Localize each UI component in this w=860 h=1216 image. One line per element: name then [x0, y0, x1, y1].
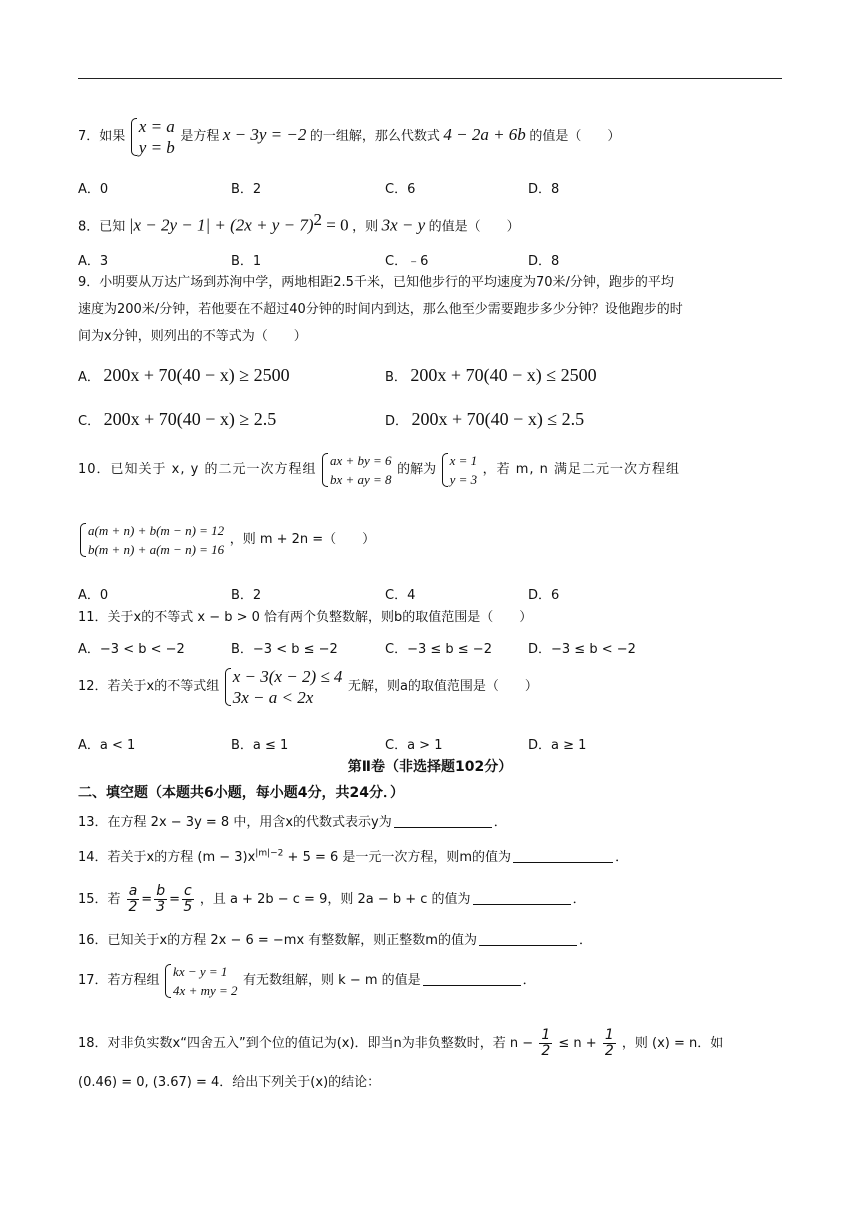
- q7-option-c: C．6: [385, 182, 416, 197]
- answer-blank[interactable]: [479, 931, 577, 946]
- question-17: 17．若方程组 kx − y = 1 4x + my = 2 有无数组解，则 k − m 的值是 ．: [78, 964, 536, 998]
- q9-stem-line-2: 速度为200米/分钟，若他要在不超过40分钟的时间内到达，那么他至少需要跑步多少分钟？设他跑步的时: [78, 302, 683, 317]
- answer-blank[interactable]: [513, 848, 613, 863]
- q10-option-a: A．0: [78, 588, 109, 603]
- question-18-line-2: (0.46) = 0, (3.67) = 4．给出下列关于(x)的结论：: [78, 1075, 381, 1090]
- question-14: 14．若关于x的方程 $(m - 3)x^{|m|-2} + 5 = 6$ 是一元一次方程，则m的值为 ．: [78, 848, 629, 865]
- q8-option-b: B．1: [231, 254, 262, 269]
- q10-system-2: x = 1 y = 3: [442, 451, 478, 489]
- section-2-title: 第Ⅱ卷（非选择题102分）: [347, 759, 513, 775]
- q8-option-d: D．8: [528, 254, 560, 269]
- question-7: 7．如果 x = a y = b 是方程 x − 3y = −2 的一组解，那么代数式 4 − 2a + 6b 的值是（ ）: [78, 117, 621, 157]
- header-rule: [78, 78, 782, 79]
- q11-option-d: D．−3 ≤ b < −2: [528, 642, 636, 657]
- q10-system-3: a(m + n) + b(m − n) = 12 b(m + n) + a(m − n) = 16: [80, 521, 224, 559]
- q17-system: kx − y = 1 4x + my = 2: [165, 962, 237, 1000]
- question-15: 15．若 $\frac{a}{2}$ = $\frac{b}{3}$ = $\frac{c}{5}$ ，且 a + 2b − c = 9，则 2a − b + c 的值为 ．: [78, 883, 586, 915]
- q9-option-a: A． 200x + 70(40 − x) ≥ 2500: [78, 365, 290, 385]
- q12-system: x − 3(x − 2) ≤ 4 3x − a < 2x: [225, 666, 343, 708]
- q7-option-b: B．2: [231, 182, 262, 197]
- q7-system: x = a y = b: [131, 116, 175, 158]
- q9-option-b: B． 200x + 70(40 − x) ≤ 2500: [385, 365, 597, 385]
- q12-option-d: D．a ≥ 1: [528, 738, 587, 753]
- q10-system-1: ax + by = 6 bx + ay = 8: [322, 451, 392, 489]
- q9-stem-line-1: 9．小明要从万达广场到苏洵中学，两地相距2.5千米，已知他步行的平均速度为70米/分钟，跑步的平均: [78, 275, 674, 290]
- question-18: 18．对非负实数x“四舍五入”到个位的值记为(x)．即当n为非负整数时，若 n − $\frac{1}{2}$ ≤ n + $\frac{1}{2}$ ，则 (x) = n．如: [78, 1027, 724, 1059]
- q8-option-c: C．﹣6: [385, 254, 429, 269]
- question-13: 13．在方程 2x − 3y = 8 中，用含x的代数式表示y为 ．: [78, 815, 507, 830]
- question-16: 16．已知关于x的方程 2x − 6 = −mx 有整数解，则正整数m的值为 ．: [78, 933, 592, 948]
- question-10-line-2: a(m + n) + b(m − n) = 12 b(m + n) + a(m − n) = 16 ，则 m + 2n =（ ）: [78, 521, 375, 559]
- q12-option-c: C．a > 1: [385, 738, 443, 753]
- answer-blank[interactable]: [473, 890, 571, 905]
- q7-option-d: D．8: [528, 182, 560, 197]
- question-11: 11．关于x的不等式 x − b > 0 恰有两个负整数解，则b的取值范围是（ ）: [78, 610, 533, 625]
- q9-stem-line-3: 间为x分钟，则列出的不等式为（ ）: [78, 329, 307, 344]
- q11-option-a: A．−3 < b < −2: [78, 642, 185, 657]
- q10-option-d: D．6: [528, 588, 560, 603]
- answer-blank[interactable]: [423, 971, 521, 986]
- q9-option-d: D． 200x + 70(40 − x) ≤ 2.5: [385, 409, 585, 429]
- q11-option-b: B．−3 < b ≤ −2: [231, 642, 338, 657]
- q8-option-a: A．3: [78, 254, 109, 269]
- question-8: 8．已知 $|x - 2y - 1| + (2x + y - 7)^2 = 0$ ，则 3x − y 的值是（ ）: [78, 210, 520, 235]
- q7-number: 7．如果: [78, 129, 126, 145]
- q10-option-b: B．2: [231, 588, 262, 603]
- q10-option-c: C．4: [385, 588, 416, 603]
- answer-blank[interactable]: [394, 813, 492, 828]
- q12-option-a: A．a < 1: [78, 738, 136, 753]
- q11-option-c: C．−3 ≤ b ≤ −2: [385, 642, 492, 657]
- q12-option-b: B．a ≤ 1: [231, 738, 289, 753]
- question-10: 10．已知关于 x, y 的二元一次方程组 ax + by = 6 bx + ay = 8 的解为 x = 1 y = 3 ，若 m, n 满足二元一次方程组: [78, 453, 681, 487]
- question-12: 12．若关于x的不等式组 x − 3(x − 2) ≤ 4 3x − a < 2x 无解，则a的取值范围是（ ）: [78, 667, 538, 707]
- q9-option-c: C． 200x + 70(40 − x) ≥ 2.5: [78, 409, 277, 429]
- part-2-heading: 二、填空题（本题共6小题，每小题4分，共24分．）: [78, 785, 404, 801]
- q7-option-a: A．0: [78, 182, 109, 197]
